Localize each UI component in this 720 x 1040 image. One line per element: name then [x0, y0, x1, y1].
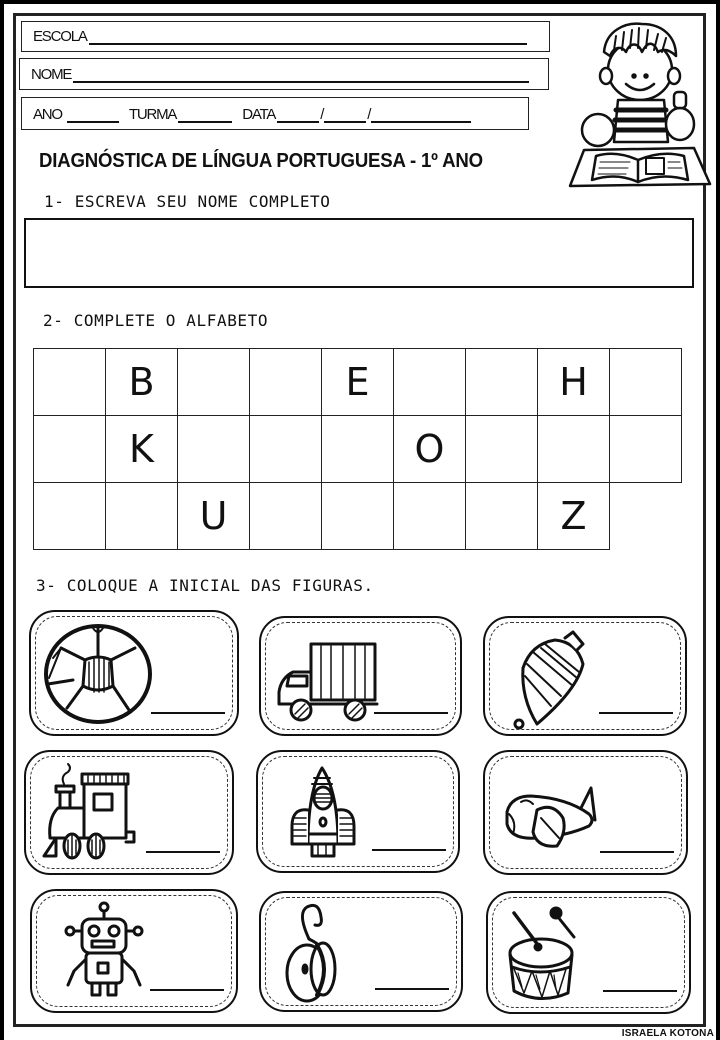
alphabet-cell[interactable]: [466, 349, 538, 416]
data-label: DATA: [242, 106, 276, 123]
figure-card-ball: [29, 610, 239, 736]
robot-icon: [44, 901, 162, 1003]
answer-blank[interactable]: [603, 990, 677, 992]
turma-line[interactable]: [178, 121, 232, 123]
alphabet-row: [34, 349, 682, 416]
alphabet-cell[interactable]: [466, 483, 538, 550]
alphabet-cell[interactable]: [250, 483, 322, 550]
nome-field[interactable]: [19, 58, 549, 90]
truck-icon: [273, 628, 391, 730]
figure-card-top: [483, 616, 687, 736]
spinning-top-icon: [497, 628, 615, 730]
day-line[interactable]: [277, 121, 319, 123]
alphabet-cell[interactable]: [34, 349, 106, 416]
drum-icon: [500, 903, 618, 1005]
alphabet-cell[interactable]: [466, 416, 538, 483]
figure-card-truck: [259, 616, 462, 736]
ano-line[interactable]: [67, 121, 119, 123]
alphabet-cell[interactable]: [34, 483, 106, 550]
figure-card-airplane: [483, 750, 688, 875]
rocket-icon: [270, 762, 388, 864]
alphabet-cell[interactable]: [322, 416, 394, 483]
answer-blank[interactable]: [600, 851, 674, 853]
yoyo-icon: [273, 903, 391, 1005]
alphabet-cell[interactable]: [610, 416, 682, 483]
ball-icon: [43, 622, 161, 724]
alphabet-row: [34, 416, 682, 483]
figure-card-yoyo: [259, 891, 463, 1012]
alphabet-cell[interactable]: [394, 349, 466, 416]
alphabet-cell: K: [106, 416, 178, 483]
answer-blank[interactable]: [151, 712, 225, 714]
page-title: DIAGNÓSTICA DE LÍNGUA PORTUGUESA - 1º ANO: [39, 150, 483, 172]
alphabet-cell: O: [394, 416, 466, 483]
train-icon: [38, 762, 156, 864]
escola-line: [89, 43, 527, 45]
alphabet-cell: B: [106, 349, 178, 416]
answer-blank[interactable]: [372, 849, 446, 851]
alphabet-cell-empty: [610, 483, 682, 550]
alphabet-cell[interactable]: [106, 483, 178, 550]
figure-card-rocket: [256, 750, 460, 873]
nome-label: NOME: [31, 66, 72, 83]
escola-field[interactable]: [21, 21, 550, 52]
ano-turma-data-field[interactable]: [21, 97, 529, 130]
alphabet-cell: Z: [538, 483, 610, 550]
student-reading-icon: [566, 12, 712, 190]
alphabet-cell[interactable]: [322, 483, 394, 550]
alphabet-cell: E: [322, 349, 394, 416]
figure-card-robot: [30, 889, 238, 1013]
alphabet-cell[interactable]: [178, 349, 250, 416]
figure-card-drum: [486, 891, 691, 1014]
alphabet-cell[interactable]: [178, 416, 250, 483]
month-line[interactable]: [324, 121, 366, 123]
date-separator: /: [367, 106, 371, 123]
answer-blank[interactable]: [375, 988, 449, 990]
alphabet-cell: H: [538, 349, 610, 416]
turma-label: TURMA: [128, 106, 177, 123]
alphabet-cell[interactable]: [394, 483, 466, 550]
answer-blank[interactable]: [150, 989, 224, 991]
alphabet-cell[interactable]: [250, 416, 322, 483]
alphabet-cell: U: [178, 483, 250, 550]
alphabet-row: [34, 483, 682, 550]
year-line[interactable]: [371, 121, 471, 123]
author-credit: ISRAELA KOTONA: [621, 1028, 714, 1039]
full-name-input-box[interactable]: [24, 218, 694, 288]
alphabet-cell[interactable]: [250, 349, 322, 416]
ano-label: ANO: [33, 106, 62, 123]
alphabet-cell[interactable]: [610, 349, 682, 416]
answer-blank[interactable]: [599, 712, 673, 714]
alphabet-cell[interactable]: [34, 416, 106, 483]
question-2-label: 2- COMPLETE O ALFABETO: [43, 311, 269, 330]
airplane-icon: [497, 762, 615, 864]
answer-blank[interactable]: [146, 851, 220, 853]
figure-card-train: [24, 750, 234, 875]
nome-line: [73, 81, 529, 83]
escola-label: ESCOLA: [33, 28, 87, 45]
question-3-label: 3- COLOQUE A INICIAL DAS FIGURAS.: [36, 576, 374, 595]
question-1-label: 1- ESCREVA SEU NOME COMPLETO: [44, 192, 331, 211]
alphabet-cell[interactable]: [538, 416, 610, 483]
answer-blank[interactable]: [374, 712, 448, 714]
date-separator: /: [320, 106, 324, 123]
alphabet-grid: [33, 348, 682, 550]
